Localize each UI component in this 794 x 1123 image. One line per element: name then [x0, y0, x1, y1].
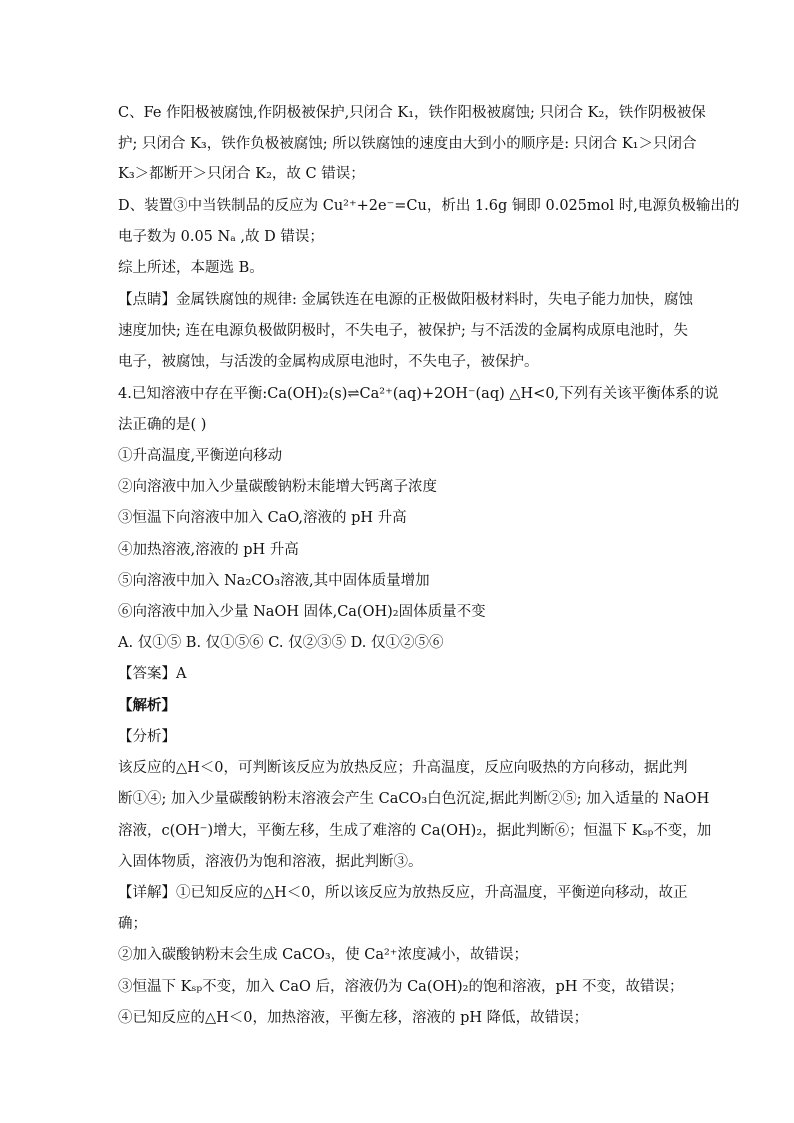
- text-line: 溶液，c(OH⁻)增大，平衡左移，生成了难溶的 Ca(OH)₂，据此判断⑥；恒温下 Kₛₚ不变，加: [118, 823, 712, 839]
- question-stem: 法正确的是( ): [118, 417, 207, 433]
- text-line: K₃＞都断开＞只闭合 K₂，故 C 错误；: [118, 166, 365, 182]
- statement-item: ②向溶液中加入少量碳酸钠粉末能增大钙离子浓度: [118, 479, 437, 495]
- statement-item: ⑥向溶液中加入少量 NaOH 固体,Ca(OH)₂固体质量不变: [118, 604, 486, 620]
- text-line: 电子数为 0.05 Nₐ ,故 D 错误；: [118, 229, 324, 245]
- text-line: 断①④; 加入少量碳酸钠粉末溶液会产生 CaCO₃白色沉淀,据此判断②⑤; 加入适量的 NaOH: [118, 791, 710, 807]
- statement-item: ③恒温下向溶液中加入 CaO,溶液的 pH 升高: [118, 510, 407, 526]
- text-line: 该反应的△H＜0，可判断该反应为放热反应；升高温度，反应向吸热的方向移动，据此判: [118, 760, 688, 776]
- text-line: 入固体物质，溶液仍为饱和溶液，据此判断③。: [118, 854, 423, 870]
- text-line: D、装置③中当铁制品的反应为 Cu²⁺+2e⁻=Cu，析出 1.6g 铜即 0.025mol 时,电源负极输出的: [118, 198, 740, 214]
- answer-label: 【答案】A: [118, 666, 187, 682]
- text-line: 【详解】①已知反应的△H＜0，所以该反应为放热反应，升高温度，平衡逆向移动，故正: [118, 885, 688, 901]
- text-line: C、Fe 作阳极被腐蚀,作阴极被保护,只闭合 K₁，铁作阳极被腐蚀; 只闭合 K₂，铁作阴极被保: [118, 105, 706, 121]
- text-line: 速度加快; 连在电源负极做阴极时，不失电子，被保护; 与不活泼的金属构成原电池时，失: [118, 323, 688, 339]
- statement-item: ④加热溶液,溶液的 pH 升高: [118, 542, 299, 558]
- question-stem: 4.已知溶液中存在平衡:Ca(OH)₂(s)⇌Ca²⁺(aq)+2OH⁻(aq) △H<0,下列有关该平衡体系的说: [118, 386, 719, 402]
- analysis-subheading: 【分析】: [118, 729, 176, 745]
- text-line: 综上所述，本题选 B。: [118, 260, 264, 276]
- text-line: 护; 只闭合 K₃，铁作负极被腐蚀; 所以铁腐蚀的速度由大到小的顺序是: 只闭合 K₁＞只闭合: [118, 136, 697, 152]
- statement-item: ⑤向溶液中加入 Na₂CO₃溶液,其中固体质量增加: [118, 573, 430, 589]
- text-line: 【点睛】金属铁腐蚀的规律: 金属铁连在电源的正极做阳极材料时，失电子能力加快，腐蚀: [118, 292, 693, 308]
- statement-item: ①升高温度,平衡逆向移动: [118, 448, 283, 464]
- answer-options: A. 仅①⑤ B. 仅①⑤⑥ C. 仅②③⑤ D. 仅①②⑤⑥: [118, 635, 444, 651]
- text-line: ②加入碳酸钠粉末会生成 CaCO₃，使 Ca²⁺浓度减小，故错误；: [118, 947, 528, 963]
- text-line: 确；: [118, 916, 147, 932]
- analysis-heading: 【解析】: [118, 697, 176, 714]
- text-line: ③恒温下 Kₛₚ不变，加入 CaO 后，溶液仍为 Ca(OH)₂的饱和溶液，pH 不变，故错误；: [118, 979, 684, 995]
- text-line: 电子，被腐蚀，与活泼的金属构成原电池时，不失电子，被保护。: [118, 354, 539, 370]
- text-line: ④已知反应的△H＜0，加热溶液，平衡左移，溶液的 pH 降低，故错误；: [118, 1010, 589, 1026]
